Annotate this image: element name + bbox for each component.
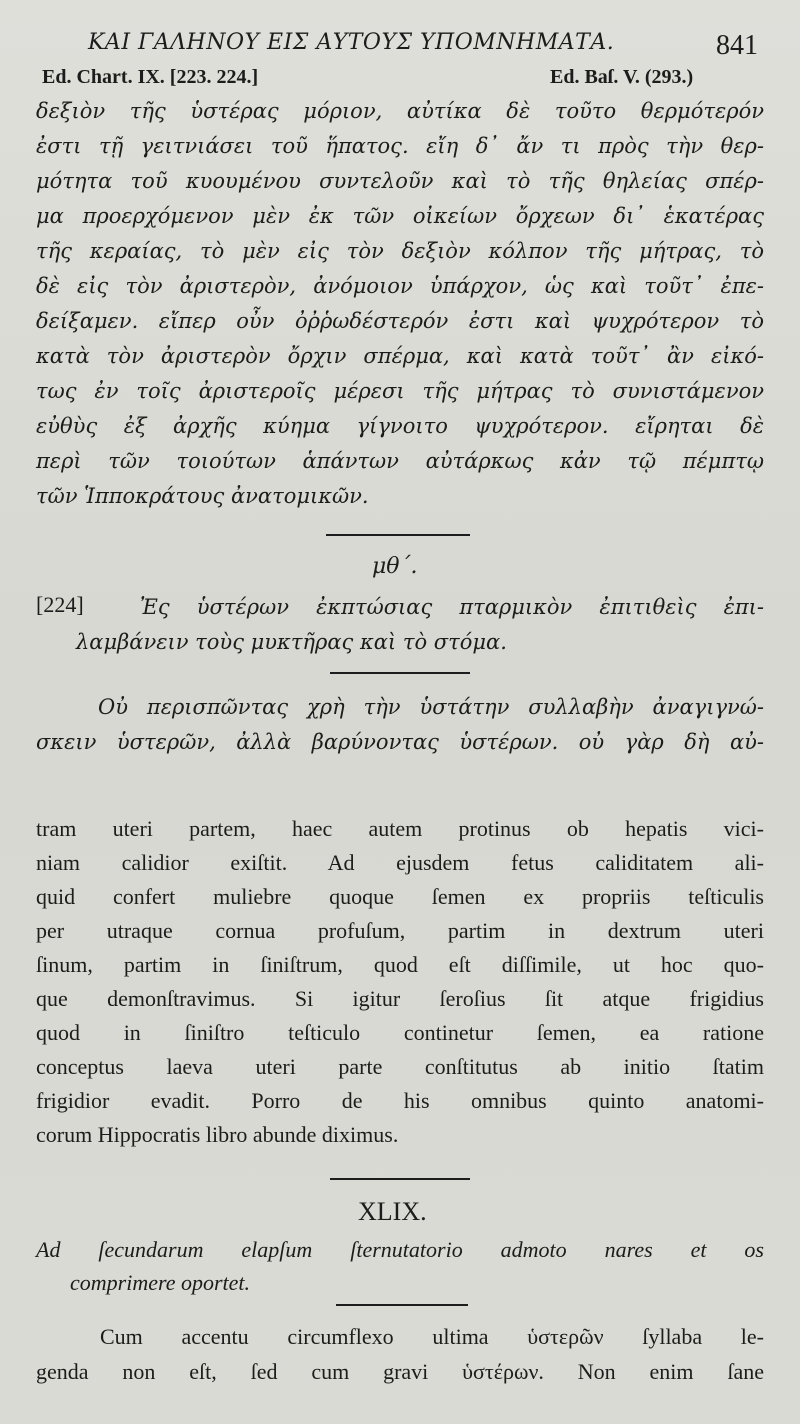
greek-aphorism-line: Ἐς ὑστέρων ἐκπτώσιας πταρμικὸν ἐπιτιθεὶς ἐπι-: [140, 595, 764, 619]
latin-section-numeral: XLIX.: [358, 1197, 427, 1226]
latin-aphorism-line: comprimere oportet.: [70, 1270, 251, 1295]
aphorism-divider: [330, 672, 470, 674]
greek-line: εὐθὺς ἐξ ἀρχῆς κύημα γίγνοιτο ψυχρότερον. εἴρηται δὲ: [36, 414, 764, 438]
greek-line: ἐστι τῇ γειτνιάσει τοῦ ἥπατος. εἴη δ᾽ ἄν τι πρὸς τὴν θερ-: [36, 134, 764, 158]
greek-commentary-line: Οὐ περισπῶντας χρὴ τὴν ὑστάτην συλλαβὴν ἀναγιγνώ-: [98, 695, 764, 719]
edition-chartier: Ed. Chart. IX. [223. 224.]: [42, 66, 259, 88]
greek-line: κατὰ τὸν ἀριστερὸν ὄρχιν σπέρμα, καὶ κατὰ τοῦτ᾽ ἂν εἰκό-: [36, 344, 764, 368]
running-head: ΚΑΙ ΓΑΛΗΝΟΥ ΕΙΣ ΑΥΤΟΥΣ ΥΠΟΜΝΗΜΑΤΑ.: [88, 30, 615, 55]
greek-line: μα προερχόμενον μὲν ἐκ τῶν οἰκείων ὄρχεων δι᾽ ἑκατέρας: [36, 204, 764, 228]
section-divider: [330, 1178, 470, 1180]
latin-line: quod in ſiniſtro teſticulo continetur ſemen, ea ratione: [36, 1020, 764, 1045]
latin-line: frigidior evadit. Porro de his omnibus quinto anatomi-: [36, 1088, 764, 1113]
latin-line: conceptus laeva uteri parte conſtitutus ab initio ſtatim: [36, 1054, 764, 1079]
greek-line: δὲ εἰς τὸν ἀριστερὸν, ἀνόμοιον ὑπάρχον, ὡς καὶ τοῦτ᾽ ἐπε-: [36, 274, 764, 298]
greek-section-number: μθ΄.: [372, 554, 418, 579]
greek-line: δείξαμεν. εἴπερ οὖν ὀῤῥωδέστερόν ἐστι καὶ ψυχρότερον τὸ: [36, 309, 764, 333]
margin-page-marker: [224]: [36, 592, 84, 617]
greek-commentary-line: σκειν ὑστερῶν, ἀλλὰ βαρύνοντας ὑστέρων. οὐ γὰρ δὴ αὐ-: [36, 730, 764, 754]
edition-basel: Ed. Baſ. V. (293.): [550, 66, 694, 88]
section-divider: [326, 534, 470, 536]
latin-line: per utraque cornua profuſum, partim in dextrum uteri: [36, 918, 764, 943]
latin-commentary-line: Cum accentu circumflexo ultima ὑστερῶν ſyllaba le-: [100, 1324, 764, 1349]
page-number: 841: [716, 30, 758, 61]
latin-line: niam calidior exiſtit. Ad ejusdem fetus caliditatem ali-: [36, 850, 764, 875]
greek-line: δεξιὸν τῆς ὑστέρας μόριον, αὐτίκα δὲ τοῦτο θερμότερόν: [36, 99, 764, 123]
greek-line: τῶν Ἱπποκράτους ἀνατομικῶν.: [36, 484, 369, 508]
latin-line: tram uteri partem, haec autem protinus ob hepatis vici-: [36, 816, 764, 841]
greek-line: τως ἐν τοῖς ἀριστεροῖς μέρεσι τῆς μήτρας τὸ συνιστάμενον: [36, 379, 764, 403]
greek-line: τῆς κεραίας, τὸ μὲν εἰς τὸν δεξιὸν κόλπον τῆς μήτρας, τὸ: [36, 239, 764, 263]
aphorism-divider: [336, 1304, 468, 1306]
latin-line: quid confert muliebre quoque ſemen ex propriis teſticulis: [36, 884, 764, 909]
latin-aphorism-line: Ad ſecundarum elapſum ſternutatorio admoto nares et os: [36, 1237, 764, 1262]
greek-aphorism-line: λαμβάνειν τοὺς μυκτῆρας καὶ τὸ στόμα.: [76, 630, 507, 654]
latin-line: ſinum, partim in ſiniſtrum, quod eſt diſſimile, ut hoc quo-: [36, 952, 764, 977]
greek-line: περὶ τῶν τοιούτων ἁπάντων αὐτάρκως κἀν τῷ πέμπτῳ: [36, 449, 764, 473]
greek-line: μότητα τοῦ κυουμένου συντελοῦν καὶ τὸ τῆς θηλείας σπέρ-: [36, 169, 764, 193]
latin-line: que demonſtravimus. Si igitur ſeroſius ſit atque frigidius: [36, 986, 764, 1011]
latin-line: corum Hippocratis libro abunde diximus.: [36, 1122, 399, 1147]
latin-commentary-line: genda non eſt, ſed cum gravi ὑστέρων. Non enim ſane: [36, 1359, 764, 1384]
